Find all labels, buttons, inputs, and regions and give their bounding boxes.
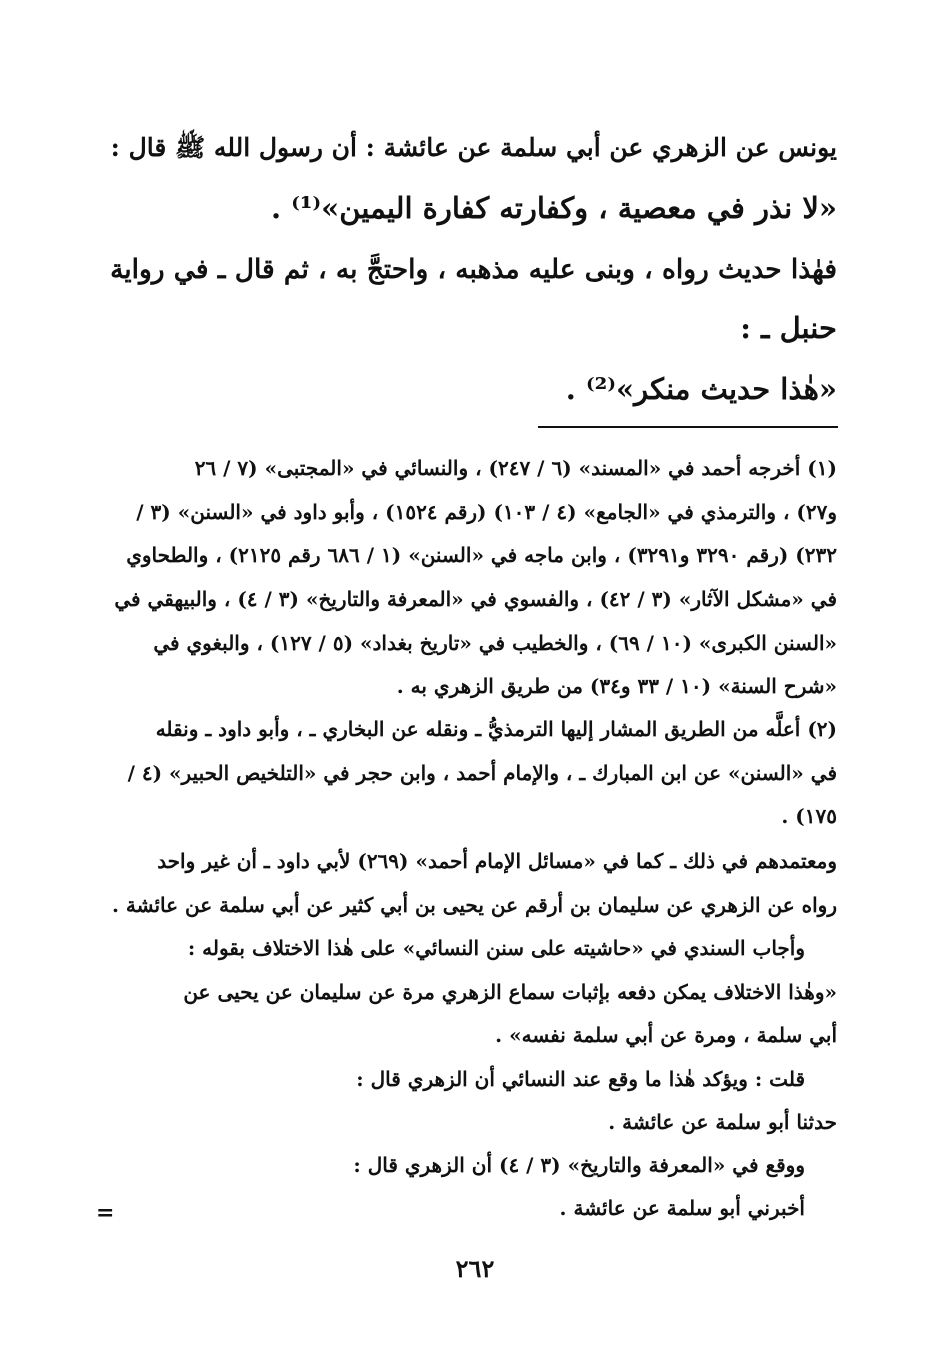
footnote-line: ومعتمدهم في ذلك ـ كما في «مسائل الإمام أحمد» (٢٦٩) لأبي داود ـ أن غير واحد xyxy=(157,849,837,873)
footnote-line: في «السنن» عن ابن المبارك ـ ، والإمام أحمد ، وابن حجر في «التلخيص الحبير» (٤ / xyxy=(127,761,837,785)
footnote-line: في «مشكل الآثار» (٣ / ٤٢) ، والفسوي في «المعرفة والتاريخ» (٣ / ٤) ، والبيهقي في xyxy=(114,587,837,611)
footnote-line: (٢) أعلَّه من الطريق المشار إليها الترمذيُّ ـ ونقله عن البخاري ـ ، وأبو داود ـ ونقله xyxy=(155,717,837,741)
footnote-line: «شرح السنة» (١٠ / ٣٣ و٣٤) من طريق الزهري به . xyxy=(396,674,837,698)
footnote-line: «وهٰذا الاختلاف يمكن دفعه بإثبات سماع الزهري مرة عن سليمان عن يحيى عن xyxy=(183,980,837,1004)
continuation-mark: = xyxy=(96,1200,115,1226)
page-number: ٢٦٢ xyxy=(455,1254,495,1283)
footnote-separator xyxy=(538,426,838,428)
footnote-line: (١) أخرجه أحمد في «المسند» (٦ / ٢٤٧) ، والنسائي في «المجتبى» (٧ / ٢٦ xyxy=(194,456,837,480)
main-text-line: «لا نذر في معصية ، وكفارته كفارة اليمين»⁽¹⁾ . xyxy=(271,191,837,225)
main-text-line: فهٰذا حديث رواه ، وبنى عليه مذهبه ، واحتجَّ به ، ثم قال ـ في رواية xyxy=(110,254,837,285)
footnote-line: ووقع في «المعرفة والتاريخ» (٣ / ٤) أن الزهري قال : xyxy=(353,1153,805,1177)
main-text-line: «هٰذا حديث منكر»⁽²⁾ . xyxy=(565,372,837,406)
footnote-line: ١٧٥) . xyxy=(781,804,837,828)
footnote-line: حدثنا أبو سلمة عن عائشة . xyxy=(608,1110,837,1134)
footnote-line: أبي سلمة ، ومرة عن أبي سلمة نفسه» . xyxy=(495,1023,837,1047)
footnote-line: رواه عن الزهري عن سليمان بن أرقم عن يحيى بن أبي كثير عن أبي سلمة عن عائشة . xyxy=(111,893,837,917)
footnote-line: «السنن الكبرى» (١٠ / ٦٩) ، والخطيب في «تاريخ بغداد» (٥ / ١٢٧) ، والبغوي في xyxy=(153,631,837,655)
footnote-line: أخبرني أبو سلمة عن عائشة . xyxy=(559,1196,805,1220)
footnote-line: وأجاب السندي في «حاشيته على سنن النسائي» على هٰذا الاختلاف بقوله : xyxy=(187,936,805,960)
main-text-line: يونس عن الزهري عن أبي سلمة عن عائشة : أن رسول الله ﷺ قال : xyxy=(110,133,837,162)
footnote-line: قلت : ويؤكد هٰذا ما وقع عند النسائي أن الزهري قال : xyxy=(356,1067,805,1091)
footnote-line: ٢٣٢) (رقم ٣٢٩٠ و٣٢٩١) ، وابن ماجه في «السنن» (١ / ٦٨٦ رقم ٢١٢٥) ، والطحاوي xyxy=(126,543,837,567)
main-text-line: حنبل ـ : xyxy=(740,311,837,345)
footnote-line: و٢٧) ، والترمذي في «الجامع» (٤ / ١٠٣) (رقم ١٥٢٤) ، وأبو داود في «السنن» (٣ / xyxy=(136,500,837,524)
